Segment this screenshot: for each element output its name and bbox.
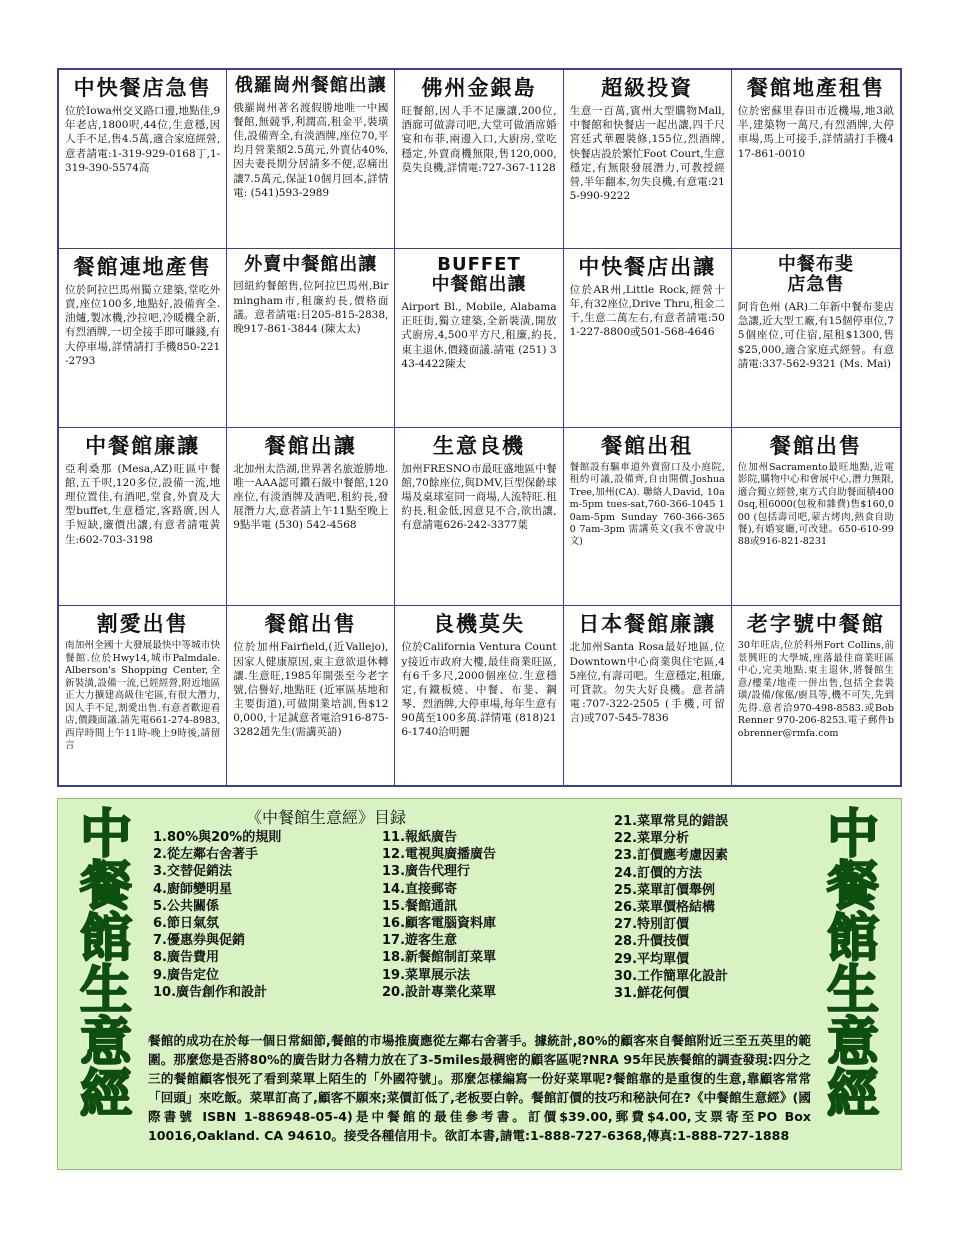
ad-cell [227, 70, 395, 249]
ad-text: 加州FRESNO市最旺盛地區中餐館,70餘座位,與DMV,巨型保齡球場及桌球室同一商場,人流特旺.租約長,租金低,因意見不合,欲出讓,有意請電626-242-3377葉 [401, 462, 557, 532]
toc-title: 《中餐館生意經》目録 [246, 808, 407, 827]
ad-cell [227, 606, 395, 785]
ad-text: 阿肯色州 (AR)二年新中餐布斐店急讓,近大型工廠,有15個停車位,75個座位,可住宿,屋租$1300,售$25,000,適合家庭式經營。有意請電:337-562-9321 (Ms. Mai) [737, 301, 894, 370]
ad-cell [564, 70, 732, 249]
ad-title: BUFFET 中餐館出讓 [431, 253, 527, 296]
ad-cell [564, 249, 732, 428]
ad-cell [732, 606, 900, 785]
ad-title: 中餐館廉讓 [85, 433, 201, 458]
side-title-char: 館 [826, 909, 879, 969]
toc-description: 餐館的成功在於每一個日常細節,餐館的市場推廣應從左鄰右舍著手。據統計,80%的顧客來自餐館附近三至五英里的範圍。那麼您是否將80%的廣告財力各精力放在了3-5miles最稠密的顧客區呢?NRA 95年民族餐館的調查發現:四分之三的餐館顧客恨死了看到菜單上陌生的「外國符號」。那麼怎樣編寫一份好菜單呢?餐館靠的是重復的生意,靠顧客常常「回頭」來吃飯。菜單訂高了,顧客不願來;菜價訂低了,老板要白幹。餐館訂價的技巧和秘訣何在?《中餐館生意經》(國際書號 ISBN 1-886948-05-4)是中餐館的最佳參考書。訂價$39.00,郵費$4.00,支票寄至PO Box 10016,Oakland. CA 94610。接受各種信用卡。欲訂本書,請電:1-888-727-6368,傳真:1-888-727-1888 [148, 1033, 811, 1143]
ad-cell [227, 428, 395, 607]
toc-item: 9.廣告定位 [153, 967, 219, 983]
side-title-left [66, 805, 146, 1125]
ad-cell [732, 428, 900, 607]
toc-item: 26.菜單價格結構 [614, 900, 716, 916]
toc-item: 20.設計專業化菜單 [382, 984, 497, 1000]
ad-title: 中餐布斐 店急售 [777, 253, 854, 296]
toc-column-2 [382, 829, 496, 1001]
ad-text: 位於California Ventura County接近市政府大樓,最佳商業旺區,有6千多尺,2000個座位.生意穩定,有鐵板燒、中餐、布斐、鋼琴、烈酒牌,大停車場,每年生意有90萬至100多萬.詳情電 (818)216-1740洽明麗 [401, 641, 557, 739]
ad-cell [564, 428, 732, 607]
ad-title: 餐館地產租售 [746, 76, 885, 100]
ad-text: 位於AR州,Little Rock,經營十年,有32座位,Drive Thru,租金二千,生意二萬左右,有意者請電:501-227-8800或501-568-4646 [569, 283, 725, 339]
ad-text: 位於加州Fairfield,(近Vallejo),因家人健康原因,東主意欲退休轉讓.生意旺,1985年開張至今老字號,信譽好,地點旺 (近軍區基地和主要街道),可做開業培訓,售$120,000,十足誠意者電洽916-875-3282趙先生(需講英語) [233, 641, 389, 739]
side-title-char: 館 [79, 909, 132, 969]
ad-cell [732, 70, 900, 249]
side-title-char: 生 [826, 961, 879, 1021]
ad-title: 中快餐店出讓 [578, 254, 717, 279]
side-title-char: 經 [79, 1065, 132, 1125]
toc-item: 28.升價技價 [614, 934, 690, 950]
toc-item: 31.鮮花何價 [614, 986, 690, 1002]
toc-item: 25.菜單訂價舉例 [614, 882, 716, 898]
toc-item: 24.訂價的方法 [614, 865, 703, 881]
ad-title: 餐館出售 [769, 433, 862, 458]
toc-item: 8.廣告費用 [153, 950, 219, 966]
toc-item: 22.菜單分析 [614, 831, 690, 847]
toc-item: 27.特別訂價 [614, 917, 690, 933]
side-title-char: 意 [79, 1013, 132, 1073]
toc-item: 3.交替促銷法 [153, 864, 232, 880]
ad-cell [395, 249, 563, 428]
ad-title: 餐館連地產售 [73, 254, 212, 279]
ad-title: 中快餐店急售 [73, 76, 212, 100]
ad-title: 餐館出售 [264, 612, 357, 637]
toc-item: 29.平均單價 [614, 951, 690, 967]
ad-cell [59, 428, 227, 607]
ad-text: 南加州全國十大發展最快中等城市快餐館.位於Hwy14,城市Palmdale. Alberson's Shopping Center,全新裝潢,設備一流,已經經營,附近地區正大力擴建高級住宅區,有很大潛力,因人手不足,割愛出售.有意者歡迎看店,價錢面議.請先電661-274-8983,西岸時間上午11時-晚上9時後,請留言 [65, 640, 221, 752]
ad-text: 北加州Santa Rosa最好地區,位Downtown中心商業與住宅區,45座位,有壽司吧。生意穩定,租廉,可貸款。勿失大好良機。意者請電:707-322-2505 (手機,可留言)或707-545-7836 [569, 641, 725, 725]
ad-text: Airport Bl., Mobile, Alabama正旺街,獨立建築,全新裝潢,開放式廚房,4,500平方尺,租廉,約長,東主退休,價錢面議.請電 (251) 343-4422陳太 [401, 301, 557, 370]
ad-title: 外賣中餐館出讓 [244, 253, 378, 275]
toc-column-3 [614, 813, 728, 1002]
ad-cell [732, 249, 900, 428]
ad-text: 位於密蘇里春田市近機場,地3畝半,建築物一萬尺,有烈酒牌,大停車場,馬上可接手,詳情請打手機417-861-0010 [737, 105, 894, 160]
ad-cell [227, 249, 395, 428]
ad-text: 生意一百萬,賓州大型購物Mall,中餐館和快餐店一起出讓,四千尺宮廷式華麗裝修,155位,烈酒牌,快餐店設於繁忙Foot Court,生意穩定,有無限發展潛力,可教授經營,半年翻本,勿失良機,有意電:215-990-9222 [569, 105, 725, 203]
ad-text: 餐館設有驅車道外賣窗口及小庭院,租約可議,設備齊,自由開價.Joshua Tree,加州(CA). 聯絡人David, 10am-5pm tues-sat,760-366-1045 10am-5pm Sunday 760-366-3650 7am-3pm 需講英文(我不會說中文) [569, 461, 725, 548]
toc-item: 17.遊客生意 [382, 933, 458, 949]
ad-cell [59, 70, 227, 249]
ad-cell [395, 70, 563, 249]
ad-title: 老字號中餐館 [746, 612, 885, 637]
ad-text: 北加州太浩湖,世界著名旅遊勝地.唯一AAA認可鑽石級中餐館,120座位,有淡酒牌及酒吧,租約長,發展潛力大,意者請上午11點至晚上9點半電 (530) 542-4568 [233, 462, 389, 532]
ad-cell [59, 249, 227, 428]
toc-column-1 [153, 829, 281, 1001]
ad-cell [395, 606, 563, 785]
ad-text: 旺餐館,因人手不足廉讓,200位,酒廊可做壽司吧,大堂可做酒席婚宴和布菲,兩邊入口,大廚房,堂吃穩定,外賣商機無限,售120,000,莫失良機,詳情電:727-367-1128 [401, 105, 557, 174]
toc-item: 30.工作簡單化設計 [614, 968, 729, 984]
ad-title: 割愛出售 [96, 612, 189, 637]
ad-text: 位加州Sacramento最旺地點,近電影院,購物中心和會展中心,潛力無限,適合獨立經營,東方式自助餐面積4000sq,租6000(包稅和雜費)售$160,000 (包括壽司吧,蒙古烤肉,熱食自助餐),有婚宴廳,可改建。650-610-9988或916-821-8231 [737, 461, 894, 548]
toc-item: 10.廣告創作和設計 [153, 984, 268, 1000]
toc-item: 12.電視與廣播廣告 [382, 847, 497, 863]
ad-cell [564, 606, 732, 785]
ad-title: 俄羅崗州餐館出讓 [234, 75, 387, 96]
ad-text: 俄羅崗州著名渡假勝地唯一中國餐館,無競爭,利潤高,租金平,裝璜佳,設備齊全,有淡酒牌,座位70,平均月營業額2.5萬元,外賣佔40%,因夫妻長期分居請多不便,忍痛出讓7.5萬元,保証10個月回本,詳情電: (541)593-2989 [233, 101, 389, 199]
book-toc-box [57, 798, 902, 1170]
toc-item: 1.80%與20%的規則 [153, 830, 282, 845]
toc-item: 4.廚師變明星 [153, 881, 232, 897]
ad-text: 回紐約餐館售,位阿拉巴馬州,Birmingham市,租廉約長,價格面議。意者請電:日205-815-2838,晚917-861-3844 (陳太太) [233, 280, 389, 335]
side-title-right [813, 805, 893, 1125]
side-title-char: 意 [826, 1013, 879, 1073]
toc-item: 11.報紙廣告 [382, 830, 458, 845]
ad-cell [395, 428, 563, 607]
toc-item: 13.廣告代理行 [382, 864, 471, 880]
toc-item: 19.菜單展示法 [382, 967, 471, 983]
side-title-char: 中 [79, 805, 132, 865]
ad-title: 佛州金銀島 [421, 76, 537, 100]
toc-item: 15.餐館通訊 [382, 898, 458, 914]
side-title-char: 餐 [79, 857, 132, 917]
toc-item: 7.優惠券與促銷 [153, 933, 245, 949]
ad-cell [59, 606, 227, 785]
toc-item: 5.公共關係 [153, 898, 219, 914]
ad-title: 日本餐館廉讓 [578, 612, 717, 637]
side-title-char: 經 [826, 1065, 879, 1125]
ad-text: 30年旺店,位於科州Fort Collins,前景興旺的大學城,座落最佳商業旺區中心,完美地點.東主退休,將餐館生意/樓業/地產一併出售,包括全套裝璜/設備/傢俬/廚具等,機不可失,先到先得.意者洽970-498-8583.或Bob Renner 970-206-8253.電子郵件bobrenner@rmfa.com [737, 640, 894, 739]
ad-title: 餐館出租 [601, 433, 694, 458]
ads-grid [57, 68, 902, 787]
toc-item: 23.訂價應考慮因素 [614, 848, 729, 864]
toc-item: 21.菜單常見的錯誤 [614, 814, 729, 829]
ad-title: 餐館出讓 [264, 433, 357, 458]
toc-item: 16.顧客電腦資料庫 [382, 916, 497, 932]
side-title-char: 餐 [826, 857, 879, 917]
ad-text: 亞利桑那 (Mesa,AZ)旺區中餐館,五千呎,120多位,設備一流,地理位置佳,有酒吧,堂食,外賣及大型buffet,生意穩定,客路廣,因人手短缺,廉價出讓,有意者請電黃生:602-703-3198 [65, 462, 221, 546]
ad-text: 位於Iowa州交叉路口邊,地點佳,9年老店,1800呎,44位,生意穩,因人手不足,售4.5萬,適合家庭經營,意者請電:1-319-929-0168丁,1-319-390-5574高 [65, 105, 221, 174]
ad-title: 良機莫失 [432, 612, 525, 637]
toc-item: 6.節日氣氛 [153, 916, 219, 932]
side-title-char: 生 [79, 961, 132, 1021]
toc-item: 2.從左鄰右舍著手 [153, 847, 258, 863]
ad-title: 生意良機 [432, 433, 525, 458]
toc-item: 14.直接郵寄 [382, 881, 458, 897]
ad-title: 超級投資 [601, 76, 694, 100]
ad-text: 位於阿拉巴馬州獨立建築,堂吃外賣,座位100多,地點好,設備齊全.油爐,製冰機,沙拉吧,冷暖機全新,有烈酒牌,一切全接手即可賺錢,有大停車場,詳情請打手機850-221-2793 [65, 283, 221, 367]
side-title-char: 中 [826, 805, 879, 865]
toc-item: 18.新餐館制訂菜單 [382, 950, 497, 966]
